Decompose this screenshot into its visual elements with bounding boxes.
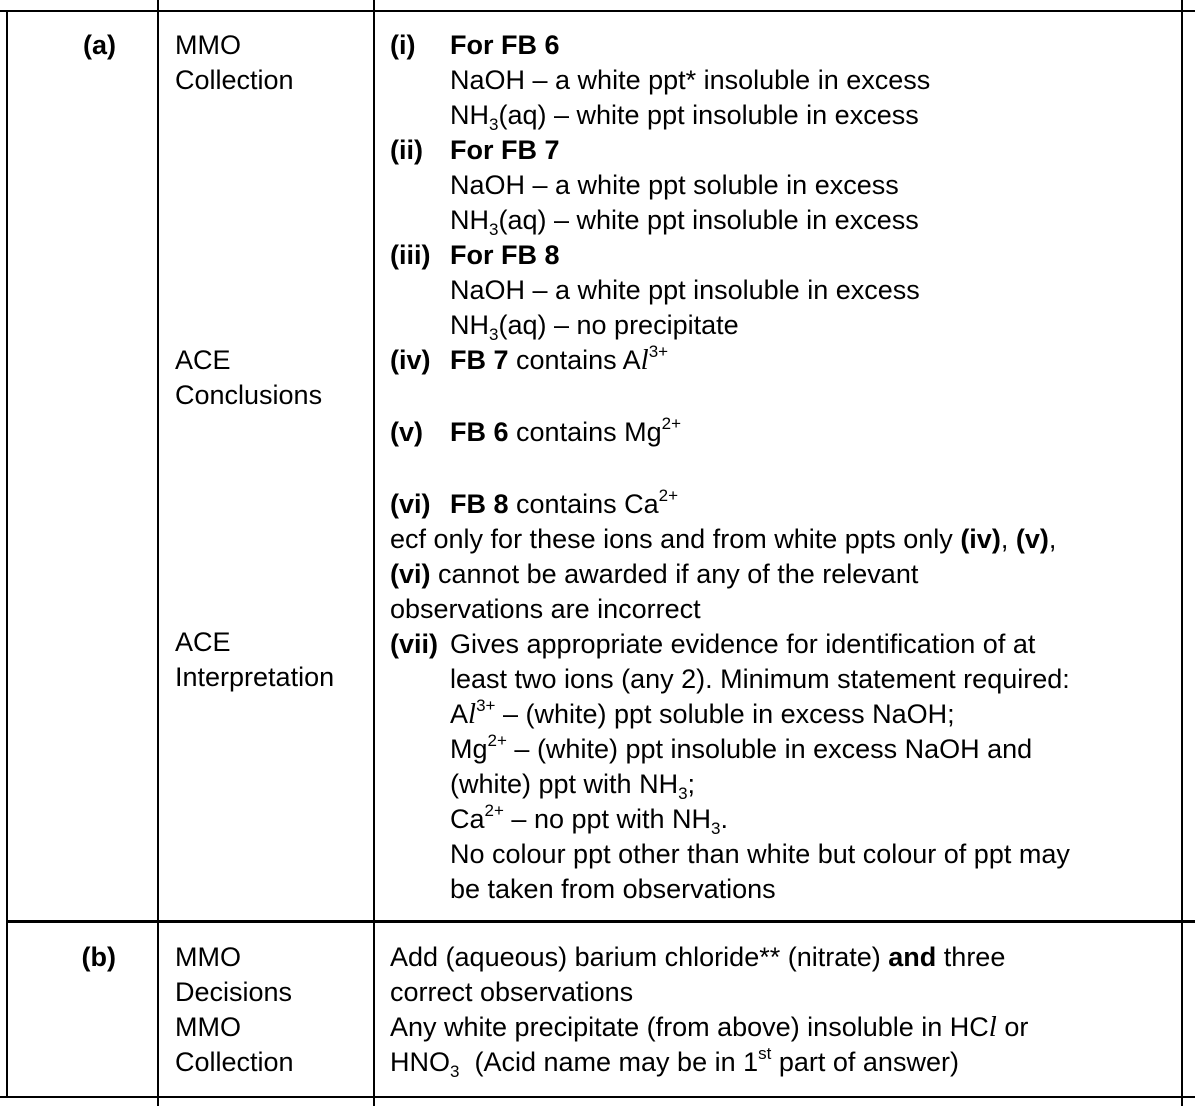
answers-column-b [390,940,1170,1080]
ecf-note-line-3: observations are incorrect [390,594,701,624]
row-divider [8,920,1195,923]
skill-label: Decisions [175,977,293,1007]
answer-vii-ca: $Ca^{2+}$ – no ppt with $NH_3$. [450,801,729,838]
answer-v [390,415,1170,450]
column-divider-2 [373,0,375,1106]
aluminium-l: l [640,344,649,376]
skill-label: MMO [175,30,241,60]
skills-column-a-conclusions [175,343,322,413]
answer-i-nh3: $NH_3(aq)$ – white ppt insoluble in excess [450,100,919,134]
answer-b-line-4: $HNO_3$ (Acid name may be in 1st part of answer) [390,1044,959,1081]
answer-heading: For FB 8 [450,240,560,270]
answer-vii-note-1: No colour ppt other than white but colour of ppt may [450,839,1070,869]
right-border [1181,0,1183,1106]
answer-number: (vii) [390,629,439,659]
ref-iv: (iv) [960,524,1001,554]
ion-charge: 3+ [648,342,669,361]
skills-column-a [175,28,294,98]
ion-charge: 2+ [661,414,681,433]
answer-number: (iii) [390,240,431,270]
answer-number: (vi) [390,489,431,519]
top-border [0,10,1195,12]
left-border [6,10,8,1098]
skill-label: MMO [175,1012,241,1042]
ref-v: (v) [1015,524,1049,554]
fb-label: FB 7 [450,345,509,375]
answer-iii-nh3: $NH_3(aq)$ – no precipitate [450,310,739,344]
conclusion-text: contains Mg [516,417,662,447]
answer-vi [390,487,1170,522]
answer-ii-naoh: NaOH – a white ppt soluble in excess [450,170,899,200]
skill-label: Interpretation [175,662,335,692]
skill-label: Collection [175,1047,294,1077]
answer-heading: For FB 7 [450,135,560,165]
part-label-a: (a) [83,30,116,60]
observation-text: – no precipitate [554,310,739,340]
column-divider-1 [157,0,159,1106]
skill-label: ACE [175,345,231,375]
skill-label: Conclusions [175,380,323,410]
answer-ii-nh3: $NH_3(aq)$ – white ppt insoluble in excess [450,205,919,239]
ecf-note-line-2: (vi) cannot be awarded if any of the relevant [390,559,919,589]
skills-column-a-interpretation [175,625,334,695]
bottom-border [0,1096,1195,1098]
observation-text: – white ppt insoluble in excess [554,100,919,130]
ref-vi: (vi) [390,559,431,589]
answer-number: (ii) [390,135,423,165]
answer-heading: For FB 6 [450,30,560,60]
answer-ii-heading [390,133,1170,168]
answer-b-line-3: Any white precipitate (from above) insoluble in HCl or [390,1011,1029,1043]
answer-vii-line-2: least two ions (any 2). Minimum statement required: [450,664,1070,694]
skill-label: Collection [175,65,294,95]
answer-iii-heading [390,238,1170,273]
answer-b-line-2: correct observations [390,977,634,1007]
conclusion-text: contains A [516,345,641,375]
answer-i-heading [390,28,1170,63]
fb-label: FB 6 [450,417,509,447]
part-label-b: (b) [81,942,116,972]
answer-number: (i) [390,30,416,60]
skills-column-b [175,940,294,1080]
answer-number: (iv) [390,345,431,375]
ion-charge: 2+ [658,486,679,505]
answer-iv [390,343,1170,378]
answer-number: (v) [390,417,423,447]
answer-vii-note-2: be taken from observations [450,874,776,904]
answer-iii-naoh: NaOH – a white ppt insoluble in excess [450,275,920,305]
answer-vii-mg: $Mg^{2+}$ – (white) ppt insoluble in excess NaOH and [450,731,1033,764]
answer-vii-mg-2: (white) ppt with $NH_3$; [450,769,696,803]
fb-label: FB 8 [450,489,509,519]
ecf-note-line-1: ecf only for these ions and from white ppts only (iv), (v), [390,524,1057,554]
skill-label: ACE [175,627,231,657]
answer-b-line-1: Add (aqueous) barium chloride** (nitrate) and three [390,942,1006,972]
answer-i-naoh: NaOH – a white ppt* insoluble in excess [450,65,931,95]
answers-column-a [390,28,1170,907]
answer-vii-al: $Al^{3+}$ – (white) ppt soluble in excess NaOH; [450,696,955,730]
conclusion-text: contains Ca [516,489,659,519]
answer-vii-line-1: (vii) Gives appropriate evidence for identification of at [390,627,1170,662]
skill-label: MMO [175,942,241,972]
observation-text: – white ppt insoluble in excess [554,205,919,235]
